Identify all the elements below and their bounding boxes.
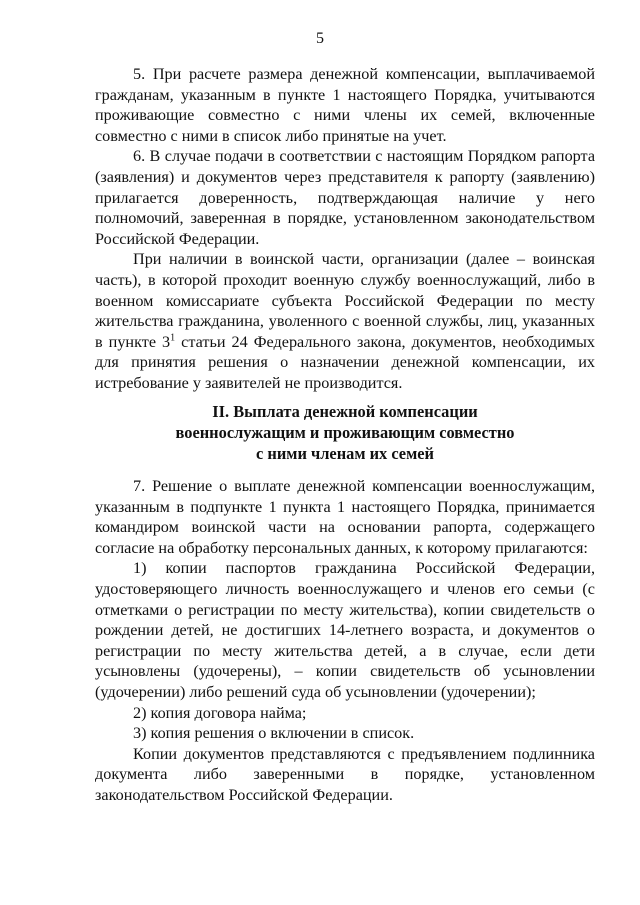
list-item-2: 2) копия договора найма; (133, 703, 307, 722)
paragraph-documents-available (95, 249, 595, 393)
heading-line-3: с ними членам их семей (256, 443, 434, 463)
heading-line-1: II. Выплата денежной компенсации (212, 402, 478, 421)
page-number: 5 (316, 30, 324, 47)
paragraph-documents-available-part1: При наличии в воинской части, организации (далее – воинская часть), в которой проходит военную службу военнослужащий, либо в военном комиссариате субъекта Российской Федерации по месту жительства гражданина, уволенного с военной службы, лиц, указанных в пункте 3 (95, 250, 595, 351)
superscript-mark: 1 (170, 332, 176, 344)
section-2-heading (95, 402, 595, 464)
paragraph-7: 7. Решение о выплате денежной компенсации военнослужащим, указанным в подпункте 1 пункта 1 настоящего Порядка, принимается командиром воинской части на основании рапорта, содержащего согласие на обработку персональных данных, к которому прилагаются: (95, 477, 595, 557)
paragraph-copies: Копии документов представляются с предъявлением подлинника документа либо заверенными в порядке, установленном законодательством Российской Федерации. (95, 744, 595, 804)
list-item-3: 3) копия решения о включении в список. (133, 724, 415, 743)
section-2-body (95, 476, 595, 806)
list-item-1: 1) копии паспортов гражданина Российской Федерации, удостоверяющего личность военнослужащего и членов его семьи (с отметками о регистрации по месту жительства), копии свидетельств о рождении детей, не достигших 14-летнего возраста, и документов о регистрации по месту жительства детей, а в случае, если дети усыновлены (удочерены), – копии свидетельств об усыновлении (удочерении) либо решений суда об усыновлении (удочерении); (95, 559, 595, 701)
paragraph-6: 6. В случае подачи в соответствии с настоящим Порядком рапорта (заявления) и документов через представителя к рапорту (заявлению) прилагается доверенность, подтверждающая наличие у него полномочий, заверенная в порядке, установленном законодательством Российской Федерации. (95, 147, 595, 248)
section-1-body (95, 64, 595, 394)
paragraph-5: 5. При расчете размера денежной компенсации, выплачиваемой гражданам, указанным в пункте 1 настоящего Порядка, учитываются проживающие совместно с ними члены их семей, включенные совместно с ними в список либо принятые на учет. (95, 65, 595, 145)
heading-line-2: военнослужащим и проживающим совместно (175, 422, 515, 442)
paragraph-documents-available-part2: статьи 24 Федерального закона, документов, необходимых для принятия решения о назначении денежной компенсации, их истребование у заявителей не производится. (95, 332, 595, 392)
